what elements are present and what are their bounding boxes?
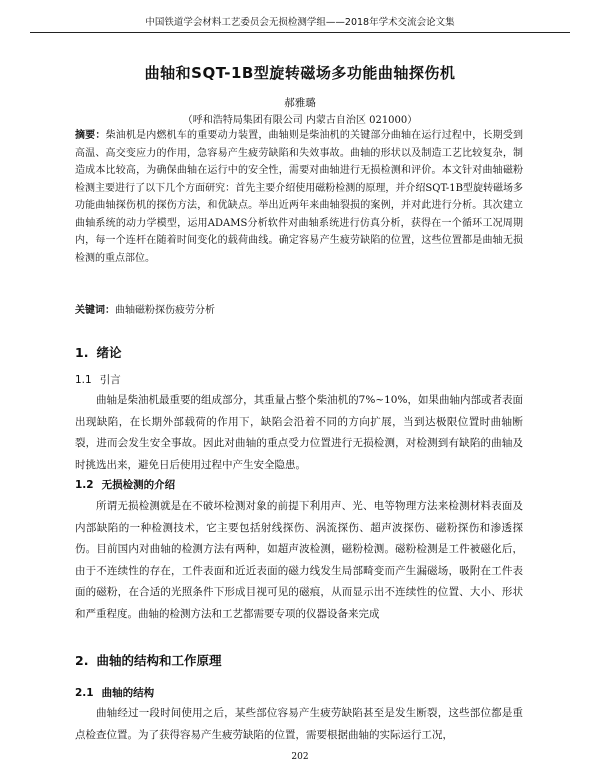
paragraph-ndt: 所谓无损检测就是在不破坏检测对象的前提下利用声、光、电等物理方法来检测材料表面及内部缺陷的一种检测技术，它主要包括射线探伤、涡流探伤、超声波探伤、磁粉探伤和渗透探伤。目前国内对曲轴的检测方法有两种，如超声波检测，磁粉检测。磁粉检测是工件被磁化后，由于不连续性的存在，工件表面和近近表面的磁力线发生局部畸变而产生漏磁场，吸附在工件表面的磁粉，在合适的光照条件下形成目视可见的磁痕，从而显示出不连续性的位置、大小、形状和严重程度。曲轴的检测方法和工艺都需要专项的仪器设备来完成 xyxy=(75,500,523,620)
section-heading-2-1 xyxy=(75,685,154,700)
running-header: 中国铁道学会材料工艺委员会无损检测学组——2018年学术交流会论文集 xyxy=(30,14,570,33)
section-title: 曲轴的结构 xyxy=(101,687,155,699)
paragraph-structure: 曲轴经过一段时间使用之后，某些部位容易产生疲劳缺陷甚至是发生断裂，这些部位都是重点检查位置。为了获得容易产生疲劳缺陷的位置，需要根据曲轴的实际运行工况， xyxy=(75,707,523,741)
keywords-text: 曲轴磁粉探伤疲劳分析 xyxy=(115,305,215,316)
section-number: 1.2 xyxy=(75,479,94,491)
author: 郝雅璐 xyxy=(284,97,316,109)
paper-title: 曲轴和SQT-1B型旋转磁场多功能曲轴探伤机 xyxy=(144,64,456,82)
affiliation: （呼和浩特局集团有限公司 内蒙古自治区 021000） xyxy=(182,115,418,126)
section-heading-1-2 xyxy=(75,477,175,492)
abstract xyxy=(75,127,523,267)
section-title: 绪论 xyxy=(96,345,122,360)
section-heading-1-1 xyxy=(75,372,121,387)
section-title: 曲轴的结构和工作原理 xyxy=(96,653,222,668)
section-heading-2 xyxy=(75,651,221,669)
section-number: 2. xyxy=(75,653,89,668)
section-title: 引言 xyxy=(99,374,121,386)
paragraph-intro: 曲轴是柴油机最重要的组成部分，其重量占整个柴油机的7%~10%，如果曲轴内部或者表面出现缺陷，在长期外部载荷的作用下，缺陷会沿着不同的方向扩展，当到达极限位置时曲轴断裂，进而会发生安全事故。因此对曲轴的重点受力位置进行无损检测，对检测到有缺陷的曲轴及时挑选出来，避免日后使用过程中产生安全隐患。 xyxy=(75,394,523,471)
page-number: 202 xyxy=(291,752,309,762)
abstract-text: 柴油机是内燃机车的重要动力装置，曲轴则是柴油机的关键部分曲轴在运行过程中，长期受到高温、高交变应力的作用，急容易产生疲劳缺陷和失效事故。曲轴的形状以及制造工艺比较复杂，制造成本比较高，为确保曲轴在运行中的安全性，需要对曲轴进行无损检测和评价。本文针对曲轴磁粉检测主要进行了以下几个方面研究：首先主要介绍使用磁粉检测的原理，并介绍SQT-1B型旋转磁场多功能曲轴探伤机的探伤方法，和优缺点。举出近两年来曲轴裂损的案例，并对此进行分析。其次建立曲轴系统的动力学模型，运用ADAMS分析软件对曲轴系统进行仿真分析，获得在一个循环工况周期内，每一个连杆在随着时间变化的载荷曲线。确定容易产生疲劳缺陷的位置，这些位置都是曲轴无损检测的重点部位。 xyxy=(75,130,524,264)
section-title: 无损检测的介绍 xyxy=(101,479,176,491)
keywords xyxy=(75,302,523,319)
keywords-label: 关键词： xyxy=(75,305,115,316)
section-number: 1.1 xyxy=(75,374,92,386)
abstract-label: 摘要： xyxy=(75,130,106,141)
section-number: 1. xyxy=(75,345,89,360)
section-heading-1 xyxy=(75,343,121,361)
section-number: 2.1 xyxy=(75,687,94,699)
